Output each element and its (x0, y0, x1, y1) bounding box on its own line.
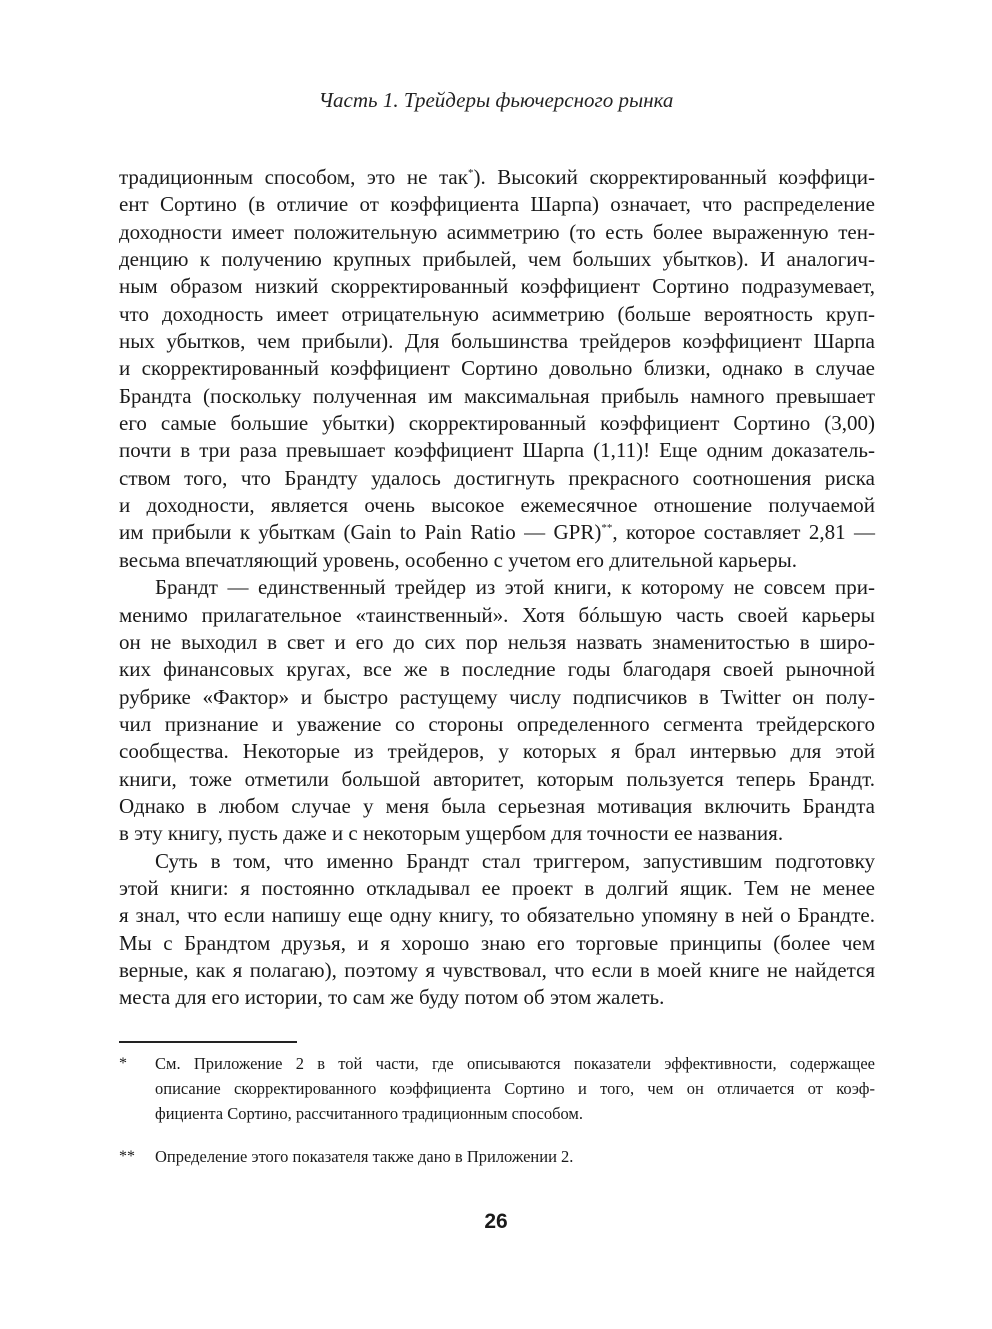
text-segment: традиционным способом, это не так (119, 165, 468, 189)
text-segment: верные, как я полагаю), поэтому я чувствовал, что если в моей книге не найдется (119, 957, 875, 982)
footnote-marker: ** (119, 1148, 135, 1165)
footnote (119, 1051, 875, 1126)
footnote-reference: ** (601, 522, 613, 535)
text-segment: весьма впечатляющий уровень, особенно с учетом его длительной карьеры. (119, 547, 797, 572)
text-line (119, 629, 875, 656)
text-line (119, 684, 875, 711)
text-segment: денцию к получению крупных прибылей, чем больших убытков). И аналогич- (119, 247, 875, 272)
text-segment: доходности имеет положительную асимметрию (то есть более выраженную тен- (119, 219, 875, 244)
text-line (119, 164, 875, 191)
text-segment: чил признание и уважение со стороны определенного сегмента трейдерского (119, 711, 875, 736)
running-head: Часть 1. Трейдеры фьючерсного рынка (318, 88, 674, 112)
text-line (119, 656, 875, 683)
text-segment: и доходности, является очень высокое ежемесячное отношение получаемой (119, 493, 875, 518)
footnote-divider (119, 1041, 297, 1043)
text-segment: Брандта (поскольку полученная им максимальная прибыль намного превышает (119, 383, 875, 408)
text-line (119, 301, 875, 328)
footnotes (119, 1051, 875, 1169)
footnote-line: См. Приложение 2 в той части, где описываются показатели эффективности, содержащее (155, 1054, 875, 1073)
text-segment: ). Высокий скорректированный коэффици- (473, 165, 875, 189)
text-segment: , которое составляет 2,81 — (612, 520, 876, 545)
text-line (119, 355, 875, 382)
text-line (119, 410, 875, 437)
text-segment: сообщества. Некоторые из трейдеров, у которых я брал интервью для этой (119, 739, 875, 764)
page-number: 26 (484, 1210, 508, 1233)
text-line (119, 984, 875, 1011)
text-segment: почти в три раза превышает коэффициент Шарпа (1,11)! Еще одним доказатель- (119, 438, 875, 463)
text-segment: Брандт — единственный трейдер из этой книги, к которому не совсем при- (155, 575, 875, 600)
text-line (119, 711, 875, 738)
text-line (119, 766, 875, 793)
text-line (119, 820, 875, 847)
footnote-line: описание скорректированного коэффициента Сортино и того, чем он отличается от коэф- (155, 1079, 875, 1098)
text-segment: менимо прилагательное «таинственный». Хотя бóльшую часть своей карьеры (119, 602, 875, 627)
text-line (119, 191, 875, 218)
text-segment: ких финансовых кругах, все же в последние годы благодаря своей рыночной (119, 657, 875, 682)
text-line (119, 519, 875, 546)
text-line (119, 437, 875, 464)
text-line (119, 219, 875, 246)
text-line (119, 848, 875, 875)
text-line (119, 738, 875, 765)
text-segment: им прибыли к убыткам (Gain to Pain Ratio — GPR) (119, 520, 602, 545)
text-line (119, 875, 875, 902)
text-segment: книги, тоже отметили большой авторитет, которым пользуется теперь Брандт. (119, 766, 875, 791)
text-segment: его самые большие убытки) скорректированный коэффициент Сортино (3,00) (119, 411, 875, 436)
text-line (119, 273, 875, 300)
footnote-line: фициента Сортино, рассчитанного традиционным способом. (155, 1104, 583, 1123)
text-line (119, 383, 875, 410)
footnote-reference: * (467, 167, 474, 179)
text-line (119, 492, 875, 519)
body-text (119, 164, 875, 1012)
text-line (119, 328, 875, 355)
footnote (119, 1144, 875, 1169)
text-segment: ных убытков, чем прибыли). Для большинства трейдеров коэффициент Шарпа (119, 329, 875, 354)
text-line (119, 465, 875, 492)
text-segment: Мы с Брандтом друзья, и я хорошо знаю его торговые принципы (более чем (119, 930, 875, 955)
text-line (119, 246, 875, 273)
text-segment: в эту книгу, пусть даже и с некоторым ущербом для точности ее названия. (119, 821, 784, 846)
text-segment: я знал, что если напишу еще одну книгу, то обязательно упомяну в ней о Брандте. (119, 903, 875, 928)
text-line (119, 902, 875, 929)
text-segment: Суть в том, что именно Брандт стал триггером, запустившим подготовку (155, 848, 875, 873)
text-segment: места для его истории, то сам же буду потом об этом жалеть. (119, 985, 665, 1010)
text-segment: он не выходил в свет и его до сих пор нельзя назвать знаменитостью в широ- (119, 629, 875, 654)
text-line (119, 957, 875, 984)
text-segment: ент Сортино (в отличие от коэффициента Шарпа) означает, что распределение (119, 192, 875, 217)
text-segment: этой книги: я постоянно откладывал ее проект в долгий ящик. Тем не менее (119, 875, 875, 900)
footnote-marker: * (119, 1055, 127, 1072)
text-segment: и скорректированный коэффициент Сортино довольно близки, однако в случае (119, 356, 875, 381)
footnote-line: Определение этого показателя также дано в Приложении 2. (155, 1147, 574, 1166)
text-line (119, 602, 875, 629)
text-line (119, 574, 875, 601)
text-segment: рубрике «Фактор» и быстро растущему числу подписчиков в Twitter он полу- (119, 684, 875, 709)
text-line (119, 547, 875, 574)
text-segment: что доходность имеет отрицательную асимметрию (больше вероятность круп- (119, 301, 875, 326)
text-segment: Однако в любом случае у меня была серьезная мотивация включить Брандта (119, 793, 875, 818)
text-segment: ством того, что Брандту удалось достигнуть прекрасного соотношения риска (119, 465, 875, 490)
text-line (119, 930, 875, 957)
text-segment: ным образом низкий скорректированный коэффициент Сортино подразумевает, (119, 274, 875, 299)
text-line (119, 793, 875, 820)
